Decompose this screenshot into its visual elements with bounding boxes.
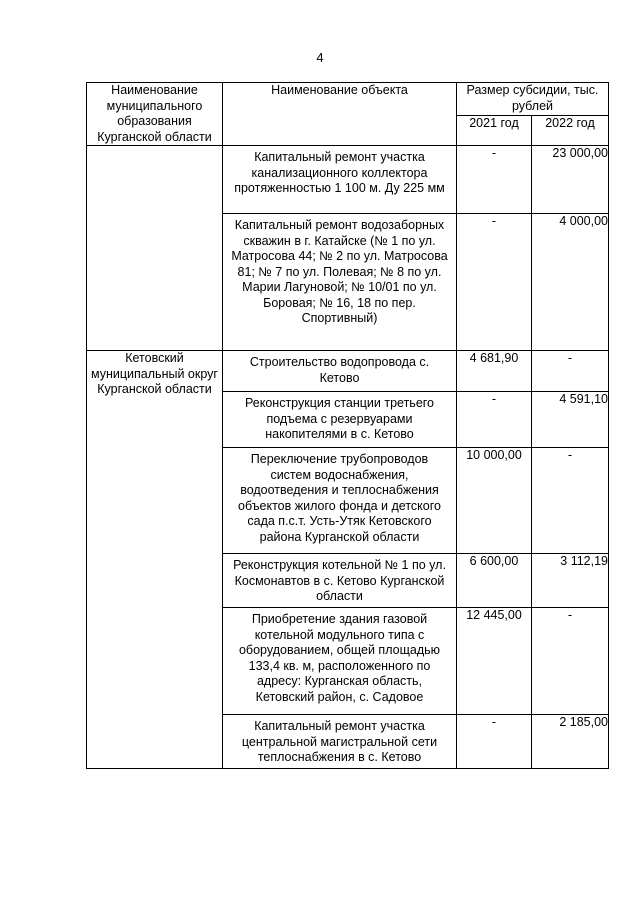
header-year-2021: 2021 год (457, 116, 532, 146)
value-2021: 12 445,00 (457, 608, 532, 715)
object-name: Строительство водопровода с. Кетово (249, 355, 430, 385)
header-municipality: Наименование муниципального образования Курганской области (87, 83, 223, 146)
value-2022: - (532, 448, 609, 554)
table-row (87, 146, 609, 214)
value-2022: - (532, 351, 609, 392)
value-2022: - (532, 608, 609, 715)
value-2021: - (457, 715, 532, 769)
value-2021: - (457, 392, 532, 448)
object-name: Реконструкция котельной № 1 по ул. Космонавтов в с. Кетово Курганской области (233, 558, 446, 603)
value-2021: 10 000,00 (457, 448, 532, 554)
object-name: Переключение трубопроводов систем водоснабжения, водоотведения и теплоснабжения объектов жилого фонда и детского сада п.с.т. Усть-Утяк Кетовского района Курганской области (238, 452, 441, 544)
object-cell (223, 554, 457, 608)
subsidy-table (86, 82, 609, 769)
value-2022: 2 185,00 (532, 715, 609, 769)
object-name: Капитальный ремонт участка канализационного коллектора протяженностью 1 100 м. Ду 225 мм (234, 150, 445, 195)
table-row (87, 351, 609, 392)
object-cell (223, 146, 457, 214)
object-cell (223, 608, 457, 715)
object-name: Капитальный ремонт водозаборных скважин в г. Катайске (№ 1 по ул. Матросова 44; № 2 по ул. Матросова 81; № 7 по ул. Полевая; № 8 по ул. Марии Лагуновой; № 10/01 по ул. Боровая; № 16, 18 по пер. Спортивный) (231, 218, 448, 325)
object-cell (223, 448, 457, 554)
municipality-cell-empty (87, 146, 223, 351)
value-2022: 4 591,10 (532, 392, 609, 448)
value-2021: - (457, 214, 532, 351)
value-2021: 6 600,00 (457, 554, 532, 608)
municipality-cell: Кетовский муниципальный округ Курганской области (87, 351, 223, 769)
object-cell (223, 392, 457, 448)
page-number: 4 (316, 50, 324, 65)
header-subsidy-size: Размер субсидии, тыс. рублей (457, 83, 609, 116)
object-name: Приобретение здания газовой котельной модульного типа с оборудованием, общей площадью 133,4 кв. м, расположенного по адресу: Курганская область, Кетовский район, с. Садовое (238, 612, 441, 704)
header-year-2022: 2022 год (532, 116, 609, 146)
value-2021: - (457, 146, 532, 214)
value-2022: 3 112,19 (532, 554, 609, 608)
object-name: Капитальный ремонт участка центральной магистральной сети теплоснабжения в с. Кетово (241, 719, 438, 764)
value-2022: 4 000,00 (532, 214, 609, 351)
value-2021: 4 681,90 (457, 351, 532, 392)
object-cell (223, 351, 457, 392)
object-cell (223, 214, 457, 351)
header-object: Наименование объекта (223, 83, 457, 146)
object-cell (223, 715, 457, 769)
object-name: Реконструкция станции третьего подъема с резервуарами накопителями в с. Кетово (244, 396, 435, 441)
value-2022: 23 000,00 (532, 146, 609, 214)
